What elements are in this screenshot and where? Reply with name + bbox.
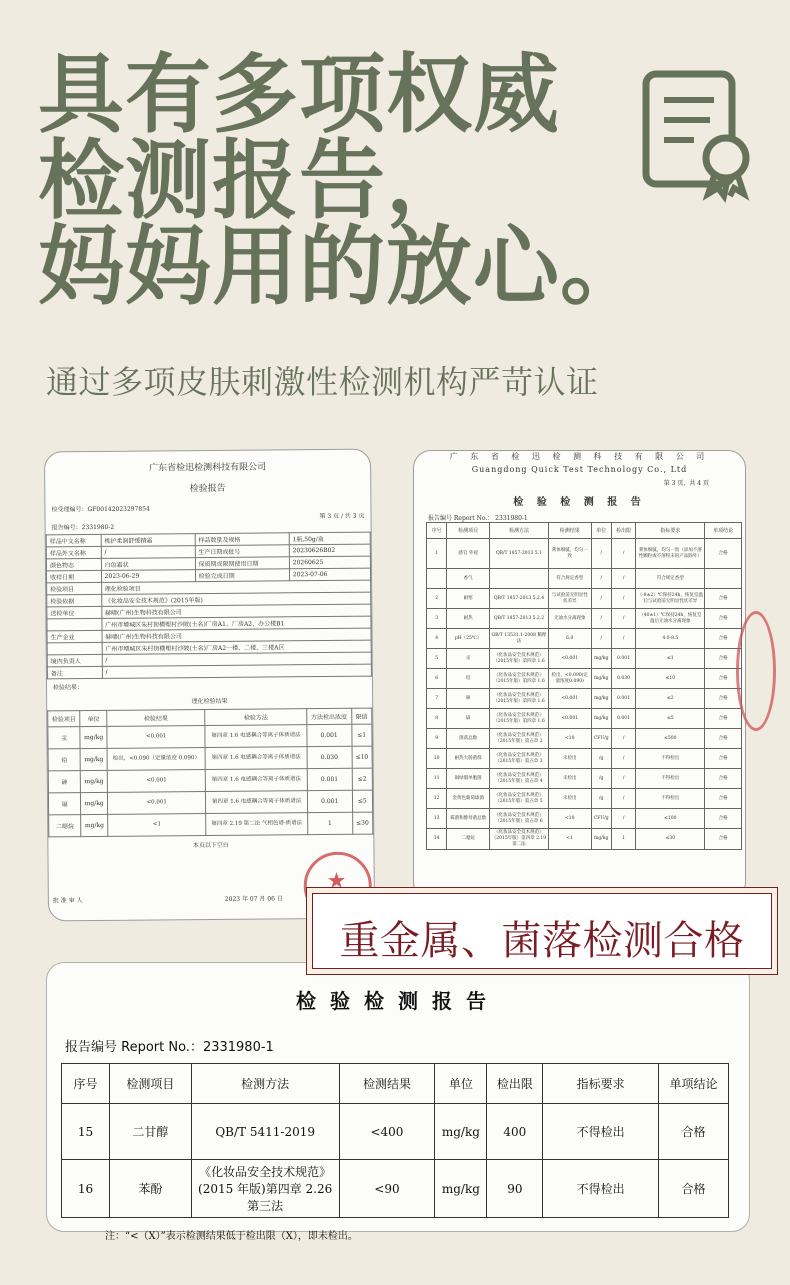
table-header-cell: 单项结论 [705, 523, 742, 539]
report1-title: 检验报告 [189, 483, 226, 495]
table-header-row [427, 523, 742, 539]
report1-date: 2023 年 07 月 06 日 [224, 895, 283, 903]
table-cell: / [611, 749, 635, 769]
table-cell: 香气 [447, 569, 490, 589]
table-cell: 7 [427, 689, 447, 709]
table-header-cell: 单项结论 [659, 1064, 729, 1104]
table-cell: 合格 [705, 589, 742, 609]
report1-results-table [47, 708, 373, 838]
table-cell [47, 618, 102, 630]
table-row [427, 829, 742, 850]
table-cell: 未检出 [548, 789, 591, 809]
report1-blank-note: 本页以下空白 [192, 841, 229, 850]
table-cell: 符合规定香型 [548, 569, 591, 589]
table-cell: mg/kg [435, 1104, 487, 1160]
table-cell: <1 [108, 814, 206, 837]
table-cell: 《化妆品安全技术规范》（2015年版）第五章 3 [489, 749, 548, 769]
table-header-cell: 单位 [591, 523, 611, 539]
table-cell: pH（25℃） [447, 629, 490, 649]
certificate-icon [638, 66, 758, 196]
report3-title: 检验检测报告 [296, 989, 500, 1013]
table-cell: 5 [427, 649, 447, 669]
report3-table [61, 1063, 729, 1218]
table-cell: 检出，<0.090（定量浓度 0.090） [107, 748, 205, 771]
table-cell: 镉 [447, 709, 490, 729]
table-cell: 二噁烷 [447, 829, 490, 850]
table-cell [489, 569, 548, 589]
table-cell: mg/kg [80, 770, 107, 792]
table-cell: / [611, 539, 635, 569]
headline-line-1: 具有多项权威 [38, 45, 560, 145]
table-cell: ≤30 [352, 812, 373, 834]
report3-report-no: 报告编号 Report No.：2331980-1 [65, 1040, 274, 1055]
report3-note: 注：“<（X）”表示检测结果低于检出限（X），即未检出。 [105, 1231, 358, 1242]
table-row [49, 812, 373, 837]
table-cell: 桃护柔润舒缓精霜 [101, 534, 195, 547]
table-cell: 二噁烷 [49, 815, 81, 837]
table-cell: / [611, 769, 635, 789]
table-cell: 第四章 1.6 电感耦合等离子体质谱法 [205, 747, 307, 770]
table-cell: 砷 [447, 689, 490, 709]
report2-org-cn: 广 东 省 检 迅 检 测 科 技 有 限 公 司 [449, 452, 710, 461]
table-cell: 0.001 [307, 724, 352, 746]
table-cell: mg/kg [591, 669, 611, 689]
table-row [427, 669, 742, 689]
table-cell: 汞 [48, 727, 80, 749]
table-cell: 第四章 1.6 电感耦合等离子体质谱法 [205, 769, 307, 792]
table-cell: <10 [548, 809, 591, 829]
table-cell: 0.001 [611, 709, 635, 729]
table-row [427, 749, 742, 769]
table-cell: 4 [427, 629, 447, 649]
table-cell: 4.0-8.5 [636, 629, 705, 649]
table-cell: 耐热大肠菌群 [447, 749, 490, 769]
table-cell: 1 [611, 829, 635, 850]
report2-org-en: Guangdong Quick Test Technology Co., Ltd [471, 465, 688, 474]
table-row [427, 629, 742, 649]
table-cell: 《化妆品安全技术规范》（2015年版）第四章 1.6 [489, 669, 548, 689]
table-cell: 《化妆品安全技术规范》（2015年版）第四章 1.6 [489, 649, 548, 669]
table-cell: 未检出 [548, 769, 591, 789]
table-cell: <90 [339, 1160, 435, 1218]
table-cell: / [591, 609, 611, 629]
table-cell: 不得检出 [636, 749, 705, 769]
table-cell: 未检出 [548, 749, 591, 769]
table-cell: 广州市增城区朱村街横塱村沙陂(土名)厂房A2一楼、二楼、三楼A区 [102, 640, 371, 654]
table-cell [47, 642, 102, 654]
table-cell: / [591, 629, 611, 649]
table-cell: 汞 [447, 649, 490, 669]
table-row [48, 768, 372, 793]
table-cell: <0.001 [107, 726, 205, 749]
table-cell: ≤30 [636, 829, 705, 850]
table-cell: / [611, 569, 635, 589]
table-header-cell: 检测方法 [489, 523, 548, 539]
table-row [48, 724, 372, 749]
table-cell: 苯酚 [109, 1160, 191, 1218]
table-cell: 第四章 1.6 电感耦合等离子体质谱法 [205, 725, 307, 748]
table-cell: 检验依据 [47, 594, 102, 606]
table-header-cell: 指标要求 [636, 523, 705, 539]
report1-info-table [46, 532, 372, 680]
table-row [62, 1104, 729, 1160]
table-cell: mg/kg [81, 814, 108, 836]
table-cell: / [611, 729, 635, 749]
table-cell: 不得检出 [543, 1160, 659, 1218]
table-cell: mg/kg [591, 689, 611, 709]
table-cell: 0.030 [611, 669, 635, 689]
table-cell: 11 [427, 769, 447, 789]
table-cell: 霉菌和酵母菌总数 [447, 809, 490, 829]
table-cell: ≤10 [636, 669, 705, 689]
table-cell: QB/T 5411-2019 [191, 1104, 339, 1160]
table-cell: ≤1 [351, 724, 372, 746]
table-header-cell: 限值 [351, 708, 372, 724]
report2-page: 第 3 页，共 4 页 [663, 480, 709, 487]
table-cell: <0.001 [548, 649, 591, 669]
table-cell: 14 [427, 829, 447, 850]
table-cell: 备注 [47, 666, 102, 678]
table-cell: 1 [427, 539, 447, 569]
table-cell: / [102, 664, 371, 678]
table-cell: 广州市增城区朱村街横塱村沙陂(土名)厂房A1、厂房A2、办公楼B1 [102, 616, 371, 630]
table-cell: 收样日期 [46, 570, 101, 582]
table-cell: QB/T 1857-2013 5.2.2 [489, 609, 548, 629]
table-cell: / [591, 569, 611, 589]
table-cell: 《化妆品安全技术规范》（2015年版）第五章 2 [489, 729, 548, 749]
table-cell: QB/T 1857-2013 5.1 [489, 539, 548, 569]
table-cell: 合格 [705, 829, 742, 850]
table-cell: ≤500 [636, 729, 705, 749]
table-header-cell: 方法检出浓度 [307, 708, 352, 724]
table-row [427, 709, 742, 729]
table-row [427, 769, 742, 789]
table-cell: / [101, 546, 195, 559]
table-cell: 检验项目 [47, 582, 102, 594]
table-cell: 白色霜状 [101, 558, 195, 571]
table-cell: 耐热 [447, 609, 490, 629]
table-cell: ≤5 [636, 709, 705, 729]
table-cell: mg/kg [80, 748, 107, 770]
table-header-cell: 序号 [427, 523, 447, 539]
table-header-cell: 检验项目 [48, 711, 80, 727]
report-document-3 [46, 962, 750, 1242]
table-header-cell: 检测结果 [548, 523, 591, 539]
table-cell: 《化妆品安全技术规范》（2015年版）第五章 6 [489, 809, 548, 829]
table-cell: （-8±2）℃保持24h，恢复室温后与试验前无明显性状差异 [636, 589, 705, 609]
table-cell: <0.001 [548, 709, 591, 729]
table-cell: 400 [487, 1104, 543, 1160]
table-cell: 合格 [705, 649, 742, 669]
report2-table [426, 522, 742, 850]
table-cell: 不得检出 [543, 1104, 659, 1160]
report1-accept-no: 检受理编号：GF00142023297854 [51, 505, 150, 514]
table-row [427, 609, 742, 629]
table-header-cell: 检出限 [487, 1064, 543, 1104]
report1-report-no: 报告编号：2331980-2 [51, 523, 115, 532]
table-cell: ≤2 [636, 689, 705, 709]
table-cell: 6 [427, 669, 447, 689]
table-row [427, 789, 742, 809]
report1-result-title: 理化检验结果 [191, 697, 228, 706]
table-cell: 铜绿假单胞菌 [447, 769, 490, 789]
table-cell: 感官 外观 [447, 539, 490, 569]
table-cell: 样品中文名称 [46, 534, 101, 546]
table-cell: 0.030 [307, 746, 352, 768]
table-cell: / [591, 589, 611, 609]
table-cell: 颜色物态 [46, 558, 101, 570]
table-cell: 15 [62, 1104, 110, 1160]
table-cell: 合格 [705, 539, 742, 569]
table-cell: 保质期或限期使用日期 [195, 557, 289, 570]
red-seal-stamp-2 [736, 611, 776, 731]
table-row [427, 689, 742, 709]
table-cell: 生产日期或批号 [195, 545, 289, 558]
table-cell: <0.001 [108, 792, 206, 815]
report-document-1 [44, 449, 375, 922]
table-cell: 合格 [705, 809, 742, 829]
table-cell: <10 [548, 729, 591, 749]
banner-text: 重金属、菌落检测合格 [339, 918, 745, 964]
qualification-banner [312, 893, 772, 969]
table-row [48, 790, 372, 815]
table-cell: 样品外文名称 [46, 546, 101, 558]
report1-result-label: 检验结果： [52, 684, 84, 692]
table-cell: / [611, 789, 635, 809]
table-cell: <1 [548, 829, 591, 850]
table-cell: 《化妆品安全技术规范》（2015年版）第四章 1.6 [489, 709, 548, 729]
table-cell: 第四章 1.6 电感耦合等离子体质谱法 [206, 791, 308, 814]
table-header-cell: 序号 [62, 1064, 110, 1104]
report1-org: 广东省检迅检测科技有限公司 [149, 462, 267, 474]
table-cell: / [611, 589, 635, 609]
table-row [427, 589, 742, 609]
headline [38, 45, 647, 317]
table-cell: 合格 [705, 749, 742, 769]
table-header-cell: 检验结果 [107, 710, 205, 727]
table-cell: 2023-07-06 [289, 568, 370, 581]
table-cell: <0.001 [107, 770, 205, 793]
table-cell: 3 [427, 609, 447, 629]
table-cell: 砷 [48, 771, 80, 793]
table-header-cell: 单位 [435, 1064, 487, 1104]
table-cell: 镉 [48, 793, 80, 815]
table-header-cell: 检测项目 [109, 1064, 191, 1104]
table-cell: 0.001 [307, 790, 352, 812]
report-document-2 [413, 450, 746, 900]
table-cell: 耐寒 [447, 589, 490, 609]
table-cell: mg/kg [435, 1160, 487, 1218]
table-row [427, 809, 742, 829]
table-row [427, 729, 742, 749]
table-cell [705, 569, 742, 589]
table-cell: 1瓶,50g/盒 [289, 532, 370, 545]
table-cell: 《化妆品安全技术规范》（2015年版）第四章 1.6 [489, 689, 548, 709]
table-cell: / [591, 539, 611, 569]
table-cell: ≤10 [352, 746, 373, 768]
table-cell: 合格 [705, 709, 742, 729]
table-cell: mg/kg [81, 792, 108, 814]
table-cell: 8 [427, 709, 447, 729]
table-cell: mg/kg [591, 709, 611, 729]
table-cell: ≤1 [636, 649, 705, 669]
table-cell: 《化妆品安全技术规范》（2015年版）第五章 4 [489, 769, 548, 789]
table-cell: ≤2 [352, 768, 373, 790]
table-cell: / [611, 629, 635, 649]
table-cell: 样品数量及规格 [195, 533, 289, 546]
table-cell: 菌落总数 [447, 729, 490, 749]
table-cell: 第四章 2.19 第二法 气相色谱-质谱法 [206, 813, 308, 836]
table-cell: 金黄色葡萄球菌 [447, 789, 490, 809]
table-cell: 《化妆品安全技术规范》(2015 年版)第四章 2.26 第三法 [191, 1160, 339, 1218]
table-cell: /g [591, 789, 611, 809]
table-cell: 9 [427, 729, 447, 749]
table-cell: /g [591, 769, 611, 789]
table-cell: 6.0 [548, 629, 591, 649]
table-cell: 合格 [705, 609, 742, 629]
table-cell: 生产企业 [47, 630, 102, 642]
table-cell [427, 569, 447, 589]
table-header-cell: 检验方法 [205, 709, 307, 726]
table-cell: 0.001 [611, 689, 635, 709]
table-cell: 10 [427, 749, 447, 769]
table-cell: 合格 [705, 669, 742, 689]
table-cell: 检出，<0.090(定量浓度0.090) [548, 669, 591, 689]
table-cell: 铅 [48, 749, 80, 771]
table-cell: 赫晴(广州)生物科技有限公司 [102, 628, 371, 642]
table-cell: mg/kg [591, 829, 611, 850]
table-cell: 1 [307, 812, 352, 834]
table-cell: 《化妆品安全技术规范》(2015年版) [101, 592, 370, 606]
table-row [47, 664, 371, 679]
table-cell: mg/kg [591, 649, 611, 669]
table-header-cell: 单位 [80, 710, 107, 726]
table-cell: 合格 [705, 789, 742, 809]
table-cell: 膏体细腻，均匀一致（添加不溶性颗粒或不溶粉末的产品除外） [636, 539, 705, 569]
table-cell: GB/T 13531.1-2008 稀释法 [489, 629, 548, 649]
table-cell: 符合规定香型 [636, 569, 705, 589]
table-cell: 赫晴(广州)生物科技有限公司 [101, 604, 370, 618]
table-cell: 合格 [705, 729, 742, 749]
table-cell: 铅 [447, 669, 490, 689]
table-cell: QB/T 1857-2013 5.2.4 [489, 589, 548, 609]
table-cell: 2023-06-29 [101, 570, 195, 583]
table-cell: 《化妆品安全技术规范》（2015年版）第五章 5 [489, 789, 548, 809]
table-cell: 膏体细腻，均匀一致 [548, 539, 591, 569]
table-header-cell: 检测方法 [191, 1064, 339, 1104]
table-cell: 0.001 [307, 768, 352, 790]
table-cell: 送检单位 [47, 606, 102, 618]
table-cell: CFU/g [591, 809, 611, 829]
table-header-cell: 检测项目 [447, 523, 490, 539]
table-cell: 不得检出 [636, 769, 705, 789]
table-cell: <0.001 [548, 689, 591, 709]
table-cell: 理化检验项目 [101, 580, 370, 594]
table-cell: 12 [427, 789, 447, 809]
table-cell: 0.001 [611, 649, 635, 669]
table-header-cell: 检测结果 [339, 1064, 435, 1104]
headline-line-3: 妈妈用的放心。 [38, 217, 647, 317]
table-cell: <400 [339, 1104, 435, 1160]
table-cell: 20260625 [289, 556, 370, 569]
table-cell: 境内负责人 [47, 654, 102, 666]
table-cell: 合格 [705, 769, 742, 789]
table-cell: mg/kg [80, 726, 107, 748]
report1-signer: 批 准 审 人 [52, 897, 83, 905]
table-row [427, 539, 742, 569]
table-cell: 二甘醇 [109, 1104, 191, 1160]
report1-page: 第 3 页 / 共 3 页 [319, 512, 365, 521]
table-cell: 不得检出 [636, 789, 705, 809]
table-cell: 20230626B02 [289, 544, 370, 557]
table-cell: 合格 [705, 629, 742, 649]
table-row [62, 1160, 729, 1218]
table-cell: 90 [487, 1160, 543, 1218]
report1-meta [45, 503, 370, 533]
table-row [48, 746, 372, 771]
table-cell: 2 [427, 589, 447, 609]
table-cell: /g [591, 749, 611, 769]
table-cell: ≤5 [352, 790, 373, 812]
table-cell: 13 [427, 809, 447, 829]
table-cell: / [611, 809, 635, 829]
table-cell: 无油水分离现象 [548, 609, 591, 629]
table-row [427, 649, 742, 669]
table-cell: ≤100 [636, 809, 705, 829]
report2-title: 检 验 检 测 报 告 [513, 497, 646, 508]
report2-report-no: 报告编号 Report No.： 2331980-1 [428, 515, 528, 522]
table-cell: 合格 [659, 1160, 729, 1218]
table-cell: 合格 [705, 689, 742, 709]
headline-line-2: 检测报告， [38, 131, 473, 231]
table-cell: / [102, 652, 371, 666]
table-cell: 与试验前无明显性状差异 [548, 589, 591, 609]
table-cell: 合格 [659, 1104, 729, 1160]
subtitle: 通过多项皮肤刺激性检测机构严苛认证 [46, 363, 599, 401]
table-header-cell: 指标要求 [543, 1064, 659, 1104]
table-cell: 16 [62, 1160, 110, 1218]
report1-signature-line [53, 893, 283, 904]
table-cell: 《化妆品安全技术规范》（2015年版）第四章 2.19 第二法 [489, 829, 548, 850]
table-header-row [62, 1064, 729, 1104]
table-cell: / [611, 609, 635, 629]
table-cell: 检验完成日期 [195, 569, 289, 582]
table-row [427, 569, 742, 589]
table-header-cell: 检出限 [611, 523, 635, 539]
table-cell: CFU/g [591, 729, 611, 749]
table-cell: （40±1）℃保持24h，恢复室温后无油水分离现象 [636, 609, 705, 629]
